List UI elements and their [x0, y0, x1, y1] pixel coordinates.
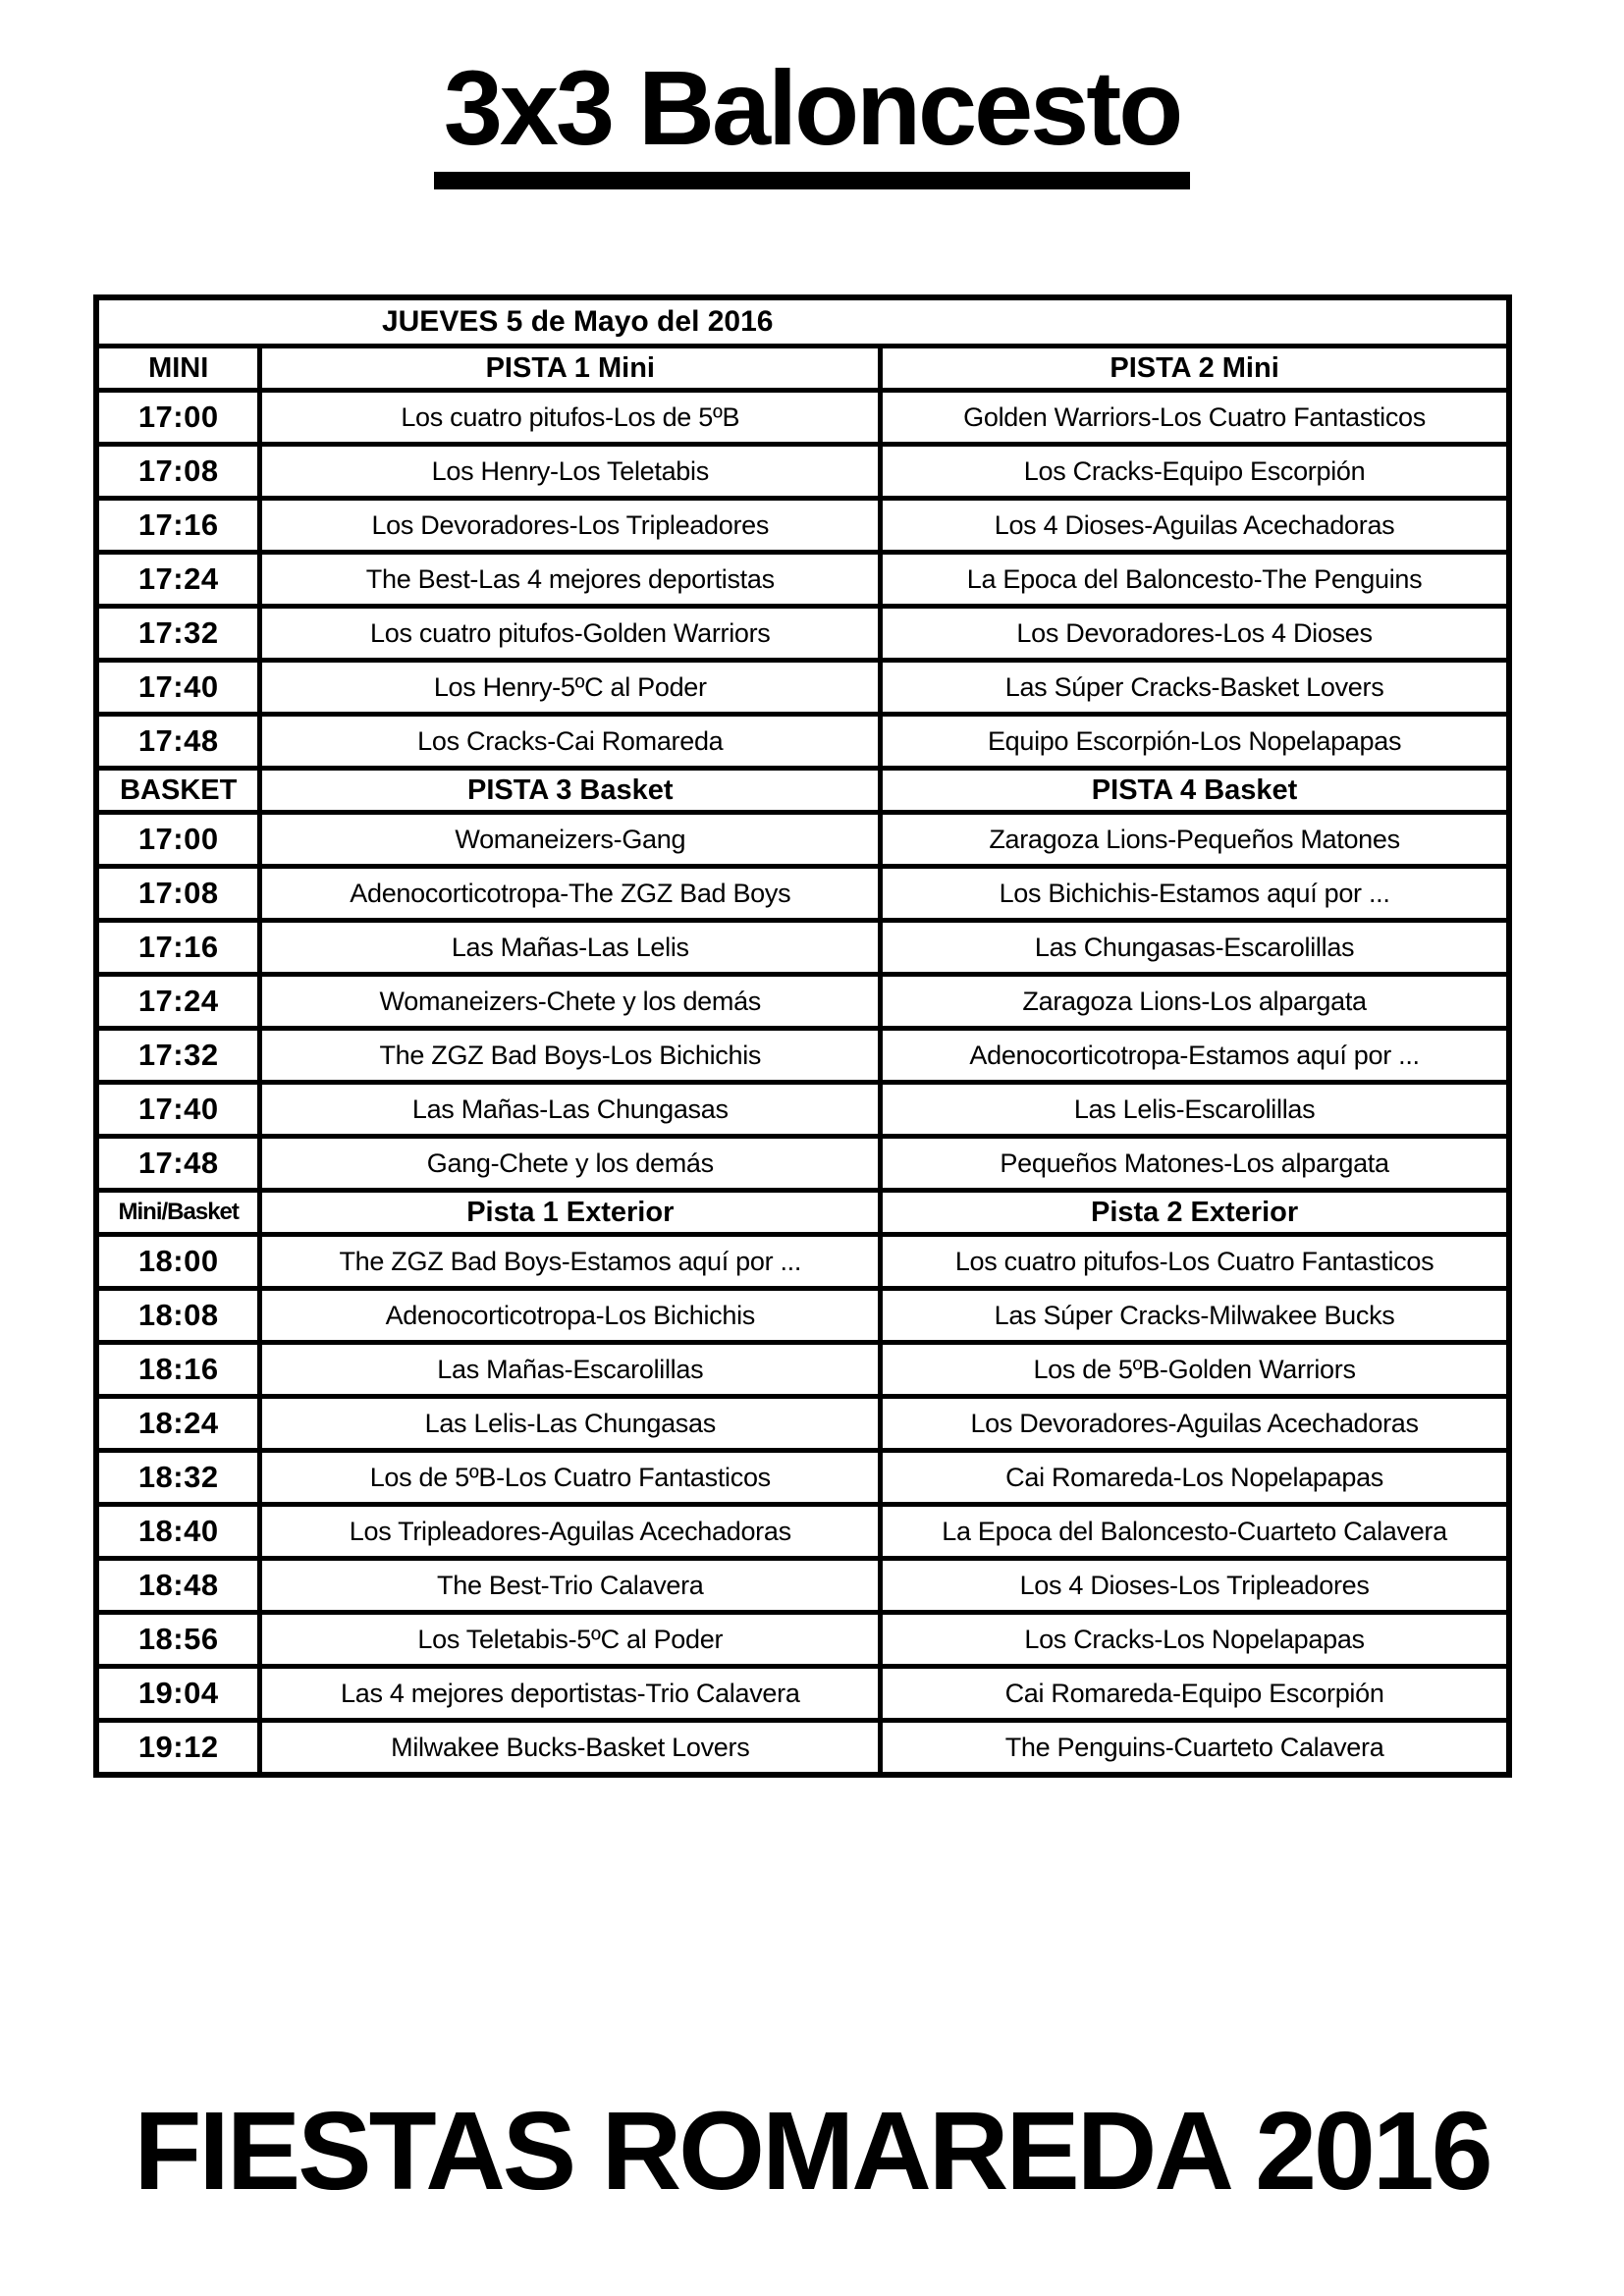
- court-2-match: Los 4 Dioses-Los Tripleadores: [881, 1559, 1509, 1613]
- court-2-match: Las Chungasas-Escarolillas: [881, 921, 1509, 975]
- date-row: [96, 297, 1509, 347]
- schedule-table: [93, 294, 1512, 1778]
- match-row: [96, 921, 1509, 975]
- court-2-match: Los Cracks-Los Nopelapapas: [881, 1613, 1509, 1667]
- match-row: [96, 607, 1509, 661]
- court-1-match: The Best-Las 4 mejores deportistas: [260, 553, 881, 607]
- time-cell: 19:04: [96, 1667, 260, 1721]
- schedule-body: [96, 347, 1509, 1776]
- time-cell: 17:00: [96, 391, 260, 445]
- time-cell: 17:24: [96, 975, 260, 1029]
- time-cell: 17:08: [96, 445, 260, 499]
- time-cell: 18:40: [96, 1505, 260, 1559]
- section-label: MINI: [96, 347, 260, 391]
- match-row: [96, 867, 1509, 921]
- date-header: JUEVES 5 de Mayo del 2016: [381, 305, 774, 338]
- page-title: 3x3 Baloncesto: [434, 49, 1190, 182]
- match-row: [96, 1721, 1509, 1776]
- court-2-match: Los Devoradores-Los 4 Dioses: [881, 607, 1509, 661]
- time-cell: 17:40: [96, 661, 260, 715]
- court-1-match: Los Devoradores-Los Tripleadores: [260, 499, 881, 553]
- court-1-match: Gang-Chete y los demás: [260, 1137, 881, 1191]
- time-cell: 18:56: [96, 1613, 260, 1667]
- court-2-match: Las Súper Cracks-Basket Lovers: [881, 661, 1509, 715]
- court-1-match: Los de 5ºB-Los Cuatro Fantasticos: [260, 1451, 881, 1505]
- court-1-match: Las Mañas-Las Chungasas: [260, 1083, 881, 1137]
- section-header-row: [96, 347, 1509, 391]
- time-cell: 17:16: [96, 499, 260, 553]
- match-row: [96, 1559, 1509, 1613]
- court-2-match: Los de 5ºB-Golden Warriors: [881, 1343, 1509, 1397]
- court-1-match: Los Tripleadores-Aguilas Acechadoras: [260, 1505, 881, 1559]
- title-block: [0, 49, 1624, 182]
- time-cell: 19:12: [96, 1721, 260, 1776]
- time-cell: 17:32: [96, 1029, 260, 1083]
- court-1-match: Las Mañas-Las Lelis: [260, 921, 881, 975]
- court-2-match: Cai Romareda-Equipo Escorpión: [881, 1667, 1509, 1721]
- court-2-match: Zaragoza Lions-Pequeños Matones: [881, 813, 1509, 867]
- match-row: [96, 1451, 1509, 1505]
- court-2-header: PISTA 2 Mini: [881, 347, 1509, 391]
- court-2-match: Golden Warriors-Los Cuatro Fantasticos: [881, 391, 1509, 445]
- court-2-match: Los Devoradores-Aguilas Acechadoras: [881, 1397, 1509, 1451]
- court-1-match: Los cuatro pitufos-Los de 5ºB: [260, 391, 881, 445]
- court-1-match: Los Teletabis-5ºC al Poder: [260, 1613, 881, 1667]
- court-2-match: Equipo Escorpión-Los Nopelapapas: [881, 715, 1509, 769]
- match-row: [96, 1613, 1509, 1667]
- court-2-match: Los cuatro pitufos-Los Cuatro Fantasticos: [881, 1235, 1509, 1289]
- court-1-header: Pista 1 Exterior: [260, 1191, 881, 1235]
- court-1-match: Los Cracks-Cai Romareda: [260, 715, 881, 769]
- match-row: [96, 1397, 1509, 1451]
- match-row: [96, 1289, 1509, 1343]
- match-row: [96, 1505, 1509, 1559]
- match-row: [96, 1083, 1509, 1137]
- time-cell: 18:48: [96, 1559, 260, 1613]
- court-2-match: Cai Romareda-Los Nopelapapas: [881, 1451, 1509, 1505]
- court-2-match: Adenocorticotropa-Estamos aquí por ...: [881, 1029, 1509, 1083]
- court-1-header: PISTA 1 Mini: [260, 347, 881, 391]
- court-1-match: Adenocorticotropa-The ZGZ Bad Boys: [260, 867, 881, 921]
- time-cell: 18:24: [96, 1397, 260, 1451]
- court-1-match: Womaneizers-Gang: [260, 813, 881, 867]
- match-row: [96, 553, 1509, 607]
- court-2-match: Los 4 Dioses-Aguilas Acechadoras: [881, 499, 1509, 553]
- match-row: [96, 391, 1509, 445]
- court-1-match: Los Henry-5ºC al Poder: [260, 661, 881, 715]
- match-row: [96, 1029, 1509, 1083]
- court-1-match: Milwakee Bucks-Basket Lovers: [260, 1721, 881, 1776]
- section-label: Mini/Basket: [96, 1191, 260, 1235]
- court-2-match: The Penguins-Cuarteto Calavera: [881, 1721, 1509, 1776]
- court-2-match: Pequeños Matones-Los alpargata: [881, 1137, 1509, 1191]
- section-header-row: [96, 1191, 1509, 1235]
- match-row: [96, 661, 1509, 715]
- court-2-match: Los Bichichis-Estamos aquí por ...: [881, 867, 1509, 921]
- court-2-header: PISTA 4 Basket: [881, 769, 1509, 813]
- section-label: BASKET: [96, 769, 260, 813]
- match-row: [96, 1137, 1509, 1191]
- time-cell: 18:00: [96, 1235, 260, 1289]
- match-row: [96, 445, 1509, 499]
- match-row: [96, 975, 1509, 1029]
- court-1-match: Las Mañas-Escarolillas: [260, 1343, 881, 1397]
- footer-title: FIESTAS ROMAREDA 2016: [134, 2089, 1490, 2213]
- court-1-header: PISTA 3 Basket: [260, 769, 881, 813]
- court-1-match: Adenocorticotropa-Los Bichichis: [260, 1289, 881, 1343]
- court-2-match: Los Cracks-Equipo Escorpión: [881, 445, 1509, 499]
- section-header-row: [96, 769, 1509, 813]
- time-cell: 17:48: [96, 1137, 260, 1191]
- court-1-match: Las 4 mejores deportistas-Trio Calavera: [260, 1667, 881, 1721]
- match-row: [96, 1235, 1509, 1289]
- time-cell: 17:08: [96, 867, 260, 921]
- time-cell: 17:00: [96, 813, 260, 867]
- court-2-match: Las Lelis-Escarolillas: [881, 1083, 1509, 1137]
- match-row: [96, 715, 1509, 769]
- date-cell: [96, 297, 1509, 347]
- time-cell: 17:40: [96, 1083, 260, 1137]
- court-2-match: La Epoca del Baloncesto-Cuarteto Calavera: [881, 1505, 1509, 1559]
- court-1-match: The ZGZ Bad Boys-Estamos aquí por ...: [260, 1235, 881, 1289]
- time-cell: 17:24: [96, 553, 260, 607]
- time-cell: 18:16: [96, 1343, 260, 1397]
- time-cell: 18:08: [96, 1289, 260, 1343]
- court-1-match: Los Henry-Los Teletabis: [260, 445, 881, 499]
- time-cell: 18:32: [96, 1451, 260, 1505]
- match-row: [96, 1343, 1509, 1397]
- time-cell: 17:48: [96, 715, 260, 769]
- match-row: [96, 1667, 1509, 1721]
- time-cell: 17:16: [96, 921, 260, 975]
- court-1-match: Los cuatro pitufos-Golden Warriors: [260, 607, 881, 661]
- match-row: [96, 813, 1509, 867]
- court-2-match: Las Súper Cracks-Milwakee Bucks: [881, 1289, 1509, 1343]
- court-1-match: The ZGZ Bad Boys-Los Bichichis: [260, 1029, 881, 1083]
- match-row: [96, 499, 1509, 553]
- court-2-match: La Epoca del Baloncesto-The Penguins: [881, 553, 1509, 607]
- court-2-header: Pista 2 Exterior: [881, 1191, 1509, 1235]
- court-1-match: The Best-Trio Calavera: [260, 1559, 881, 1613]
- time-cell: 17:32: [96, 607, 260, 661]
- court-1-match: Las Lelis-Las Chungasas: [260, 1397, 881, 1451]
- court-1-match: Womaneizers-Chete y los demás: [260, 975, 881, 1029]
- court-2-match: Zaragoza Lions-Los alpargata: [881, 975, 1509, 1029]
